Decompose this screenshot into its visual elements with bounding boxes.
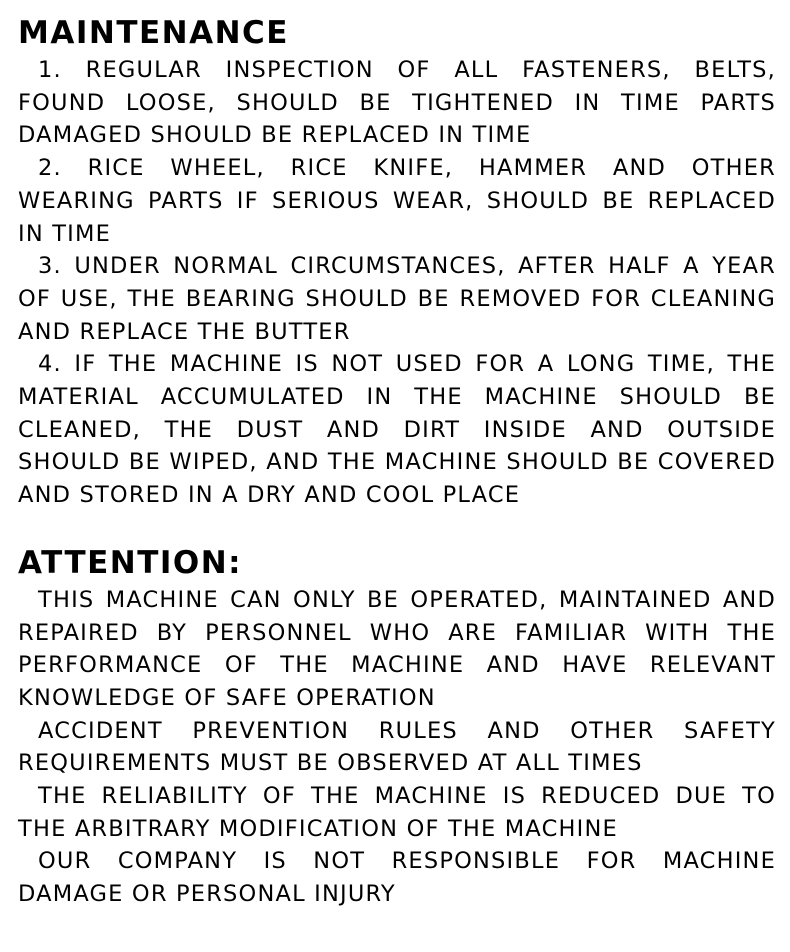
attention-item-3: THE RELIABILITY OF THE MACHINE IS REDUCED DUE TO THE ARBITRARY MODIFICATION OF THE MACHINE [18, 783, 776, 842]
attention-item-1: THIS MACHINE CAN ONLY BE OPERATED, MAINTAINED AND REPAIRED BY PERSONNEL WHO ARE FAMILIAR WITH THE PERFORMANCE OF THE MACHINE AND HAVE RELEVANT KNOWLEDGE OF SAFE OPERATION [18, 586, 776, 711]
maintenance-heading: MAINTENANCE [18, 15, 289, 51]
attention-section [18, 544, 776, 911]
attention-item-2: ACCIDENT PREVENTION RULES AND OTHER SAFETY REQUIREMENTS MUST BE OBSERVED AT ALL TIMES [18, 717, 776, 777]
maintenance-item-2: 2. RICE WHEEL, RICE KNIFE, HAMMER AND OTHER WEARING PARTS IF SERIOUS WEAR, SHOULD BE REPLACED IN TIME [18, 155, 776, 247]
attention-heading: ATTENTION: [18, 544, 243, 581]
maintenance-item-1: 1. REGULAR INSPECTION OF ALL FASTENERS, BELTS, FOUND LOOSE, SHOULD BE TIGHTENED IN TIME PARTS DAMAGED SHOULD BE REPLACED IN TIME [18, 57, 776, 149]
maintenance-item-3: 3. UNDER NORMAL CIRCUMSTANCES, AFTER HALF A YEAR OF USE, THE BEARING SHOULD BE REMOVED FOR CLEANING AND REPLACE THE BUTTER [18, 253, 776, 345]
document-page [18, 14, 776, 911]
maintenance-section [18, 14, 776, 512]
attention-item-4: OUR COMPANY IS NOT RESPONSIBLE FOR MACHINE DAMAGE OR PERSONAL INJURY [18, 848, 776, 908]
maintenance-item-4: 4. IF THE MACHINE IS NOT USED FOR A LONG TIME, THE MATERIAL ACCUMULATED IN THE MACHINE SHOULD BE CLEANED, THE DUST AND DIRT INSIDE AND OUTSIDE SHOULD BE WIPED, AND THE MACHINE SHOULD BE COVERED AND STORED IN A DRY AND COOL PLACE [18, 351, 776, 509]
